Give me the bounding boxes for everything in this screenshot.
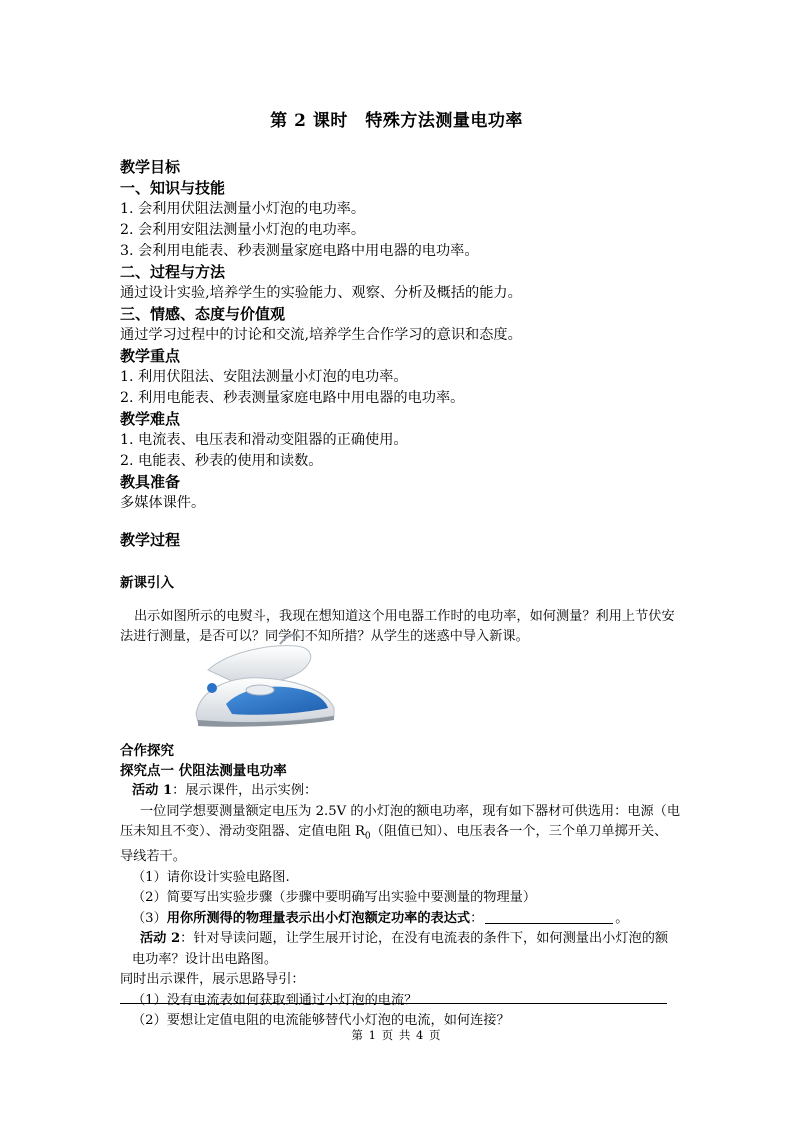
q3-prefix: （3） [132,910,167,926]
page-number: 第 1 页 共 4 页 [351,1028,442,1042]
activity2-line [120,929,680,970]
process-heading: 二、过程与方法 [120,263,226,281]
footer-divider [120,1003,667,1004]
q3-end: 。 [615,910,629,926]
point1-heading: 探究点一 伏阻法测量电功率 [120,763,287,779]
tools-text: 多媒体课件。 [120,495,206,511]
difficulties-heading: 教学难点 [120,410,181,428]
question-3 [120,909,680,930]
cooperation-section [120,741,680,1032]
activity2-text: ：针对导读问题，让学生展开讨论，在没有电流表的条件下，如何测量出小灯泡的额电功率？设计出电路图。 [132,931,669,967]
knowledge-item: 3. 会利用电能表、秒表测量家庭电路中用电器的电功率。 [120,243,479,259]
key-points-heading: 教学重点 [120,347,181,365]
question-2: （2）简要写出实验步骤（步骤中要明确写出实验中要测量的物理量） [132,890,537,906]
cooperation-heading: 合作探究 [120,743,174,759]
objectives-heading: 教学目标 [120,158,181,176]
intro-heading: 新课引入 [120,575,174,591]
difficulty-item: 2. 电能表、秒表的使用和读数。 [120,453,323,469]
activity1-text: ：展示课件，出示实例： [172,783,318,798]
document-body [120,157,680,648]
emotion-heading: 三、情感、态度与价值观 [120,305,286,323]
example-text-b: （阻值已知）、电压表各一个，三个单刀单掷开关、导线若干。 [120,824,668,865]
activity1-line [120,781,680,802]
key-point-item: 1. 利用伏阻法、安阻法测量小灯泡的电功率。 [120,369,408,385]
q3-bold: 用你所测得的物理量表示出小灯泡额定功率的表达式 [166,910,471,926]
emotion-text: 通过学习过程中的讨论和交流,培养学生合作学习的意识和态度。 [120,327,522,343]
r0-subscript: 0 [364,831,371,842]
guide-text: 同时出示课件，展示思路导引： [120,972,305,988]
knowledge-heading: 一、知识与技能 [120,179,226,197]
knowledge-item: 1. 会利用伏阻法测量小灯泡的电功率。 [120,201,366,217]
tools-heading: 教具准备 [120,473,181,491]
guide-2: （2）要想让定值电阻的电流能够替代小灯泡的电流，如何连接？ [132,1013,510,1029]
key-point-item: 2. 利用电能表、秒表测量家庭电路中用电器的电功率。 [120,390,465,406]
example-text-a: 一位同学想要测量额定电压为 2.5V 的小灯泡的额电功率，现有如下器材可供选用：电源（电压未知且不变）、滑动变阻器、定值电阻 R [120,803,681,839]
steam-iron-image [188,630,340,728]
guide-1: （1）没有电流表如何获取到通过小灯泡的电流？ [132,992,418,1008]
knowledge-item: 2. 会利用安阻法测量小灯泡的电功率。 [120,222,366,238]
teaching-process-heading: 教学过程 [120,531,181,549]
question-1: （1）请你设计实验电路图. [132,869,290,885]
difficulty-item: 1. 电流表、电压表和滑动变阻器的正确使用。 [120,432,408,448]
process-text: 通过设计实验,培养学生的实验能力、观察、分析及概括的能力。 [120,285,522,301]
page-title: 第 2 课时 特殊方法测量电功率 [270,111,523,131]
activity1-label: 活动 1 [132,783,173,798]
answer-blank [485,909,613,924]
intro-text: 出示如图所示的电熨斗，我现在想知道这个用电器工作时的电功率，如何测量？利用上节伏安法进行测量，是否可以？同学们不知所措？从学生的迷惑中导入新课。 [120,608,675,644]
example-text [120,802,680,868]
activity2-label: 活动 2 [140,931,181,947]
q3-suffix: ： [470,910,484,926]
